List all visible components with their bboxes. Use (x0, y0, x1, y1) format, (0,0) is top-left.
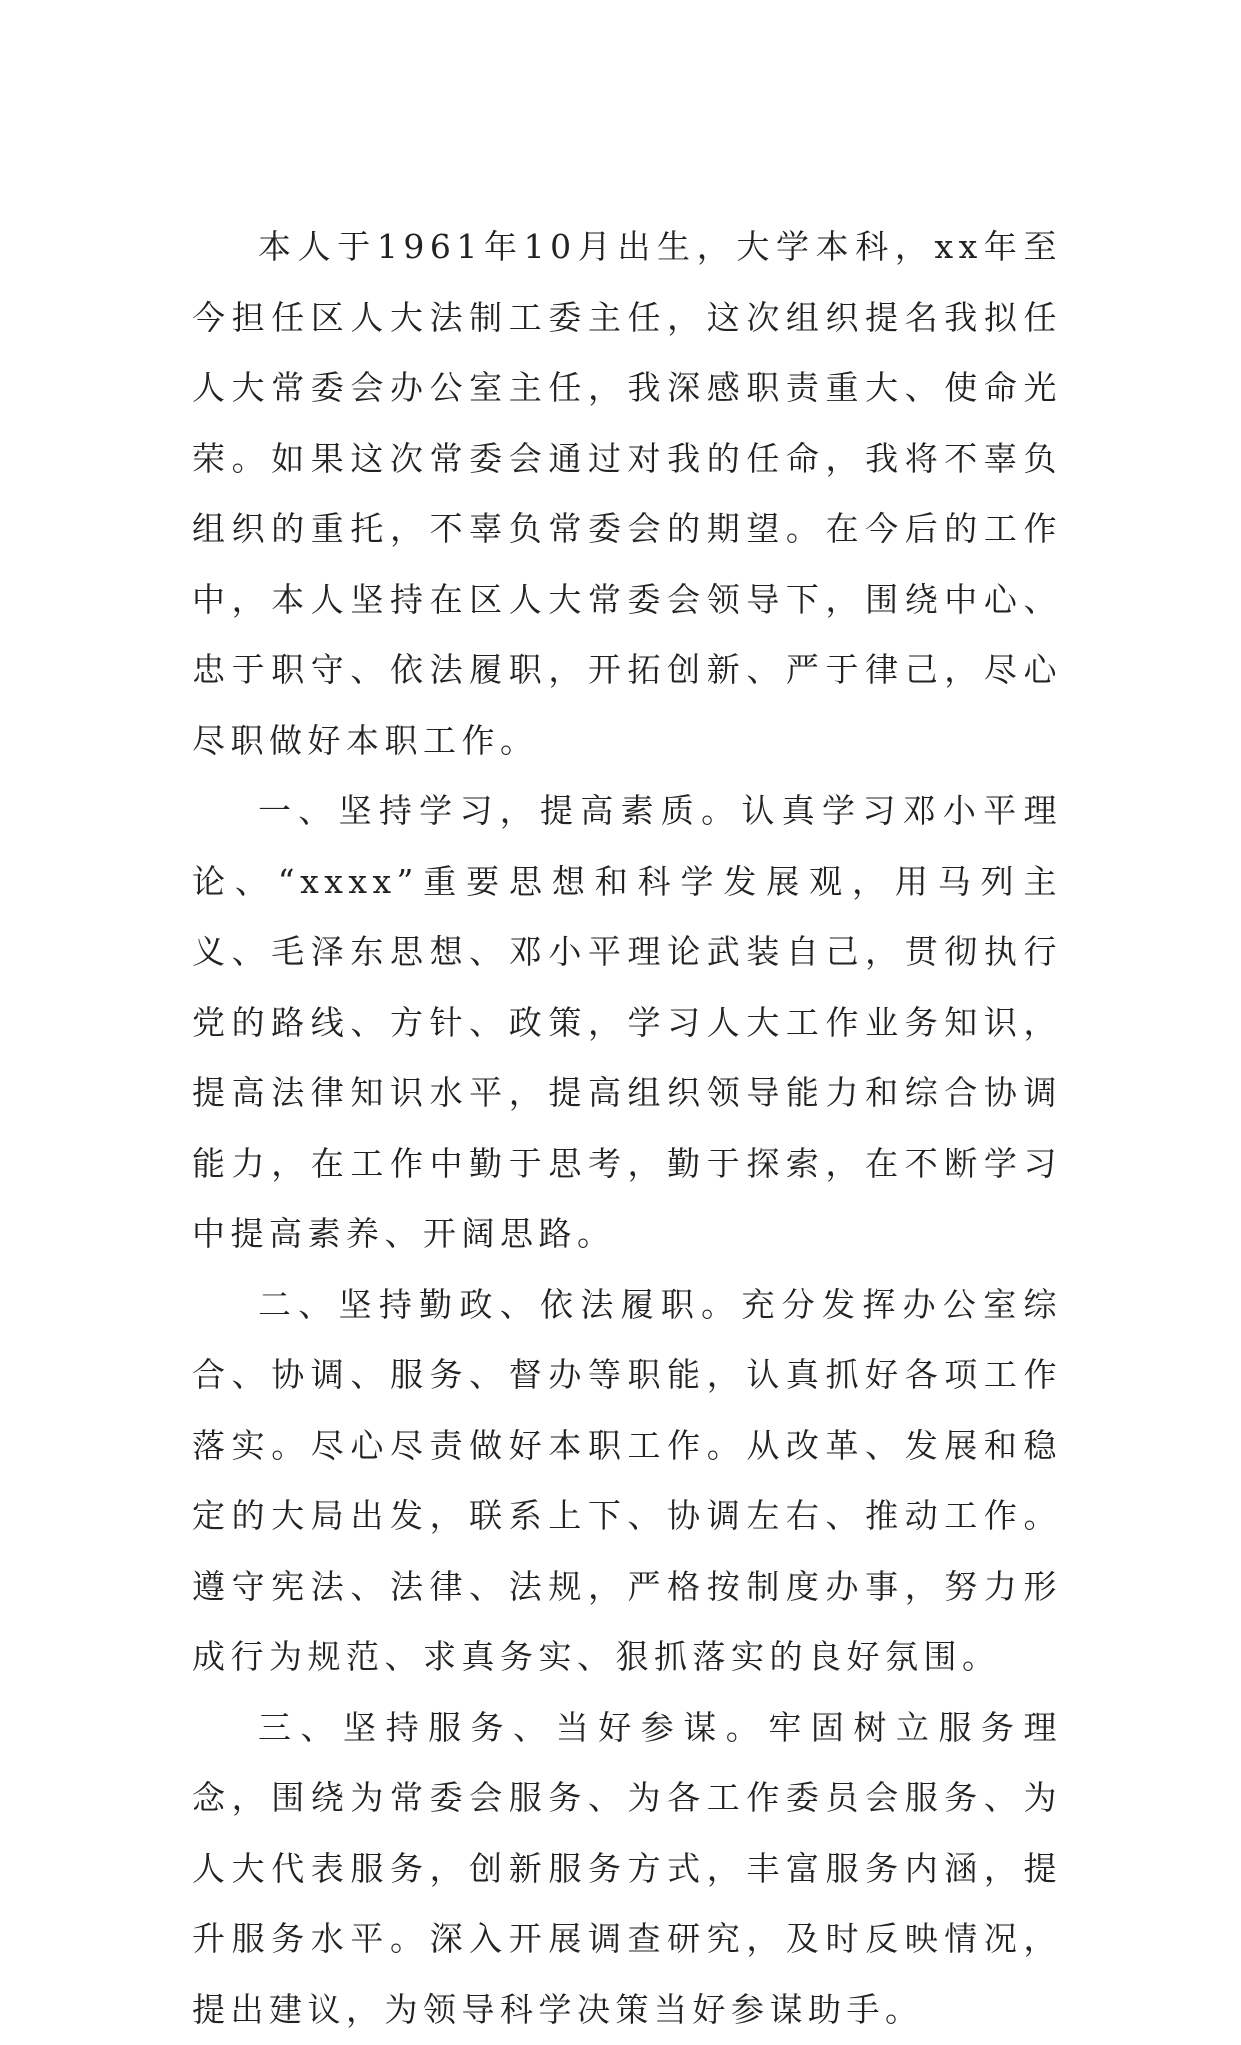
paragraph-service: 三、坚持服务、当好参谋。牢固树立服务理念，围绕为常委会服务、为各工作委员会服务、为人大代表服务，创新服务方式，丰富服务内涵，提升服务水平。深入开展调查研究，及时反映情况，提出建议，为领导科学决策当好参谋助手。 (192, 1693, 1062, 2045)
document-body (192, 212, 1062, 2045)
paragraph-study: 一、坚持学习，提高素质。认真学习邓小平理论、“xxxx”重要思想和科学发展观，用马列主义、毛泽东思想、邓小平理论武装自己，贯彻执行党的路线、方针、政策，学习人大工作业务知识，提高法律知识水平，提高组织领导能力和综合协调能力，在工作中勤于思考，勤于探索，在不断学习中提高素养、开阔思路。 (192, 776, 1062, 1270)
paragraph-intro: 本人于1961年10月出生，大学本科，xx年至今担任区人大法制工委主任，这次组织提名我拟任人大常委会办公室主任，我深感职责重大、使命光荣。如果这次常委会通过对我的任命，我将不辜负组织的重托，不辜负常委会的期望。在今后的工作中，本人坚持在区人大常委会领导下，围绕中心、忠于职守、依法履职，开拓创新、严于律己，尽心尽职做好本职工作。 (192, 212, 1062, 776)
paragraph-diligence: 二、坚持勤政、依法履职。充分发挥办公室综合、协调、服务、督办等职能，认真抓好各项工作落实。尽心尽责做好本职工作。从改革、发展和稳定的大局出发，联系上下、协调左右、推动工作。遵守宪法、法律、法规，严格按制度办事，努力形成行为规范、求真务实、狠抓落实的良好氛围。 (192, 1270, 1062, 1693)
